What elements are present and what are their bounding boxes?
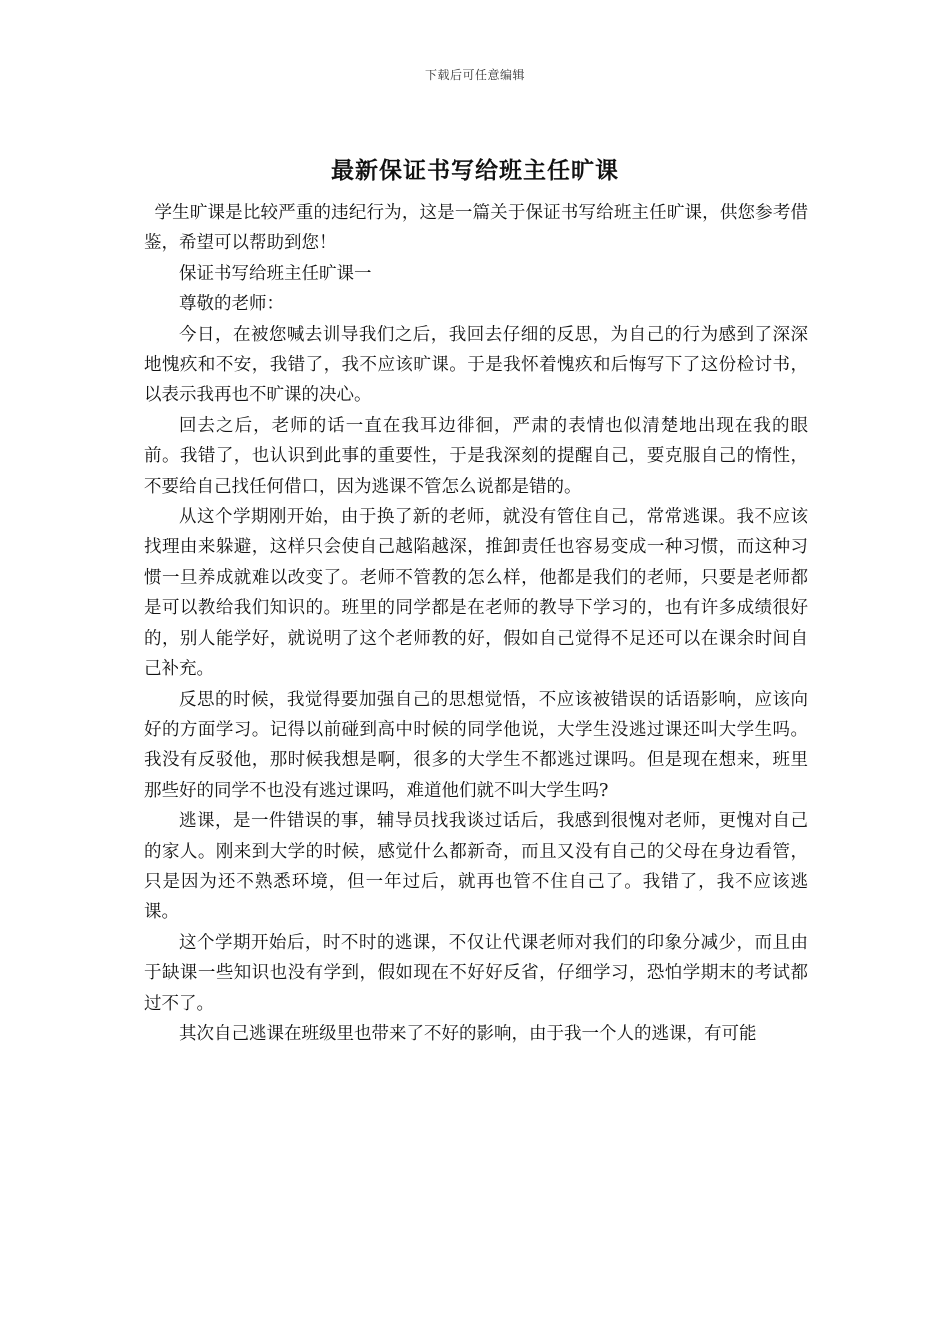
body-paragraph: 反思的时候，我觉得要加强自己的思想觉悟，不应该被错误的话语影响，应该向好的方面学习。记得以前碰到高中时候的同学他说，大学生没逃过课还叫大学生吗。我没有反驳他，那时候我想是啊，很多的大学生不都逃过课吗。但是现在想来，班里那些好的同学不也没有逃过课吗，难道他们就不叫大学生吗? bbox=[144, 689, 808, 801]
salutation: 尊敬的老师： bbox=[179, 294, 284, 315]
body-paragraph: 其次自己逃课在班级里也带来了不好的影响，由于我一个人的逃课，有可能 bbox=[179, 1023, 757, 1044]
intro-paragraph: 学生旷课是比较严重的违纪行为，这是一篇关于保证书写给班主任旷课，供您参考借鉴，希望可以帮助到您！ bbox=[144, 203, 808, 254]
body-paragraph: 回去之后，老师的话一直在我耳边徘徊，严肃的表情也似清楚地出现在我的眼前。我错了，也认识到此事的重要性，于是我深刻的提醒自己，要克服自己的惰性，不要给自己找任何借口，因为逃课不管怎么说都是错的。 bbox=[144, 415, 808, 497]
body-paragraph: 今日，在被您喊去训导我们之后，我回去仔细的反思，为自己的行为感到了深深地愧疚和不安，我错了，我不应该旷课。于是我怀着愧疚和后悔写下了这份检讨书，以表示我再也不旷课的决心。 bbox=[144, 324, 808, 406]
header-note: 下载后可任意编辑 bbox=[424, 68, 525, 82]
document-title: 最新保证书写给班主任旷课 bbox=[331, 157, 619, 184]
body-paragraph: 从这个学期刚开始，由于换了新的老师，就没有管住自己，常常逃课。我不应该找理由来躲避，这样只会使自己越陷越深，推卸责任也容易变成一种习惯，而这种习惯一旦养成就难以改变了。老师不管教的怎么样，他都是我们的老师，只要是老师都是可以教给我们知识的。班里的同学都是在老师的教导下学习的，也有许多成绩很好的，别人能学好，就说明了这个老师教的好，假如自己觉得不足还可以在课余时间自己补充。 bbox=[144, 507, 808, 680]
document-body bbox=[144, 198, 808, 1049]
section-heading: 保证书写给班主任旷课一 bbox=[179, 263, 372, 284]
body-paragraph: 这个学期开始后，时不时的逃课，不仅让代课老师对我们的印象分减少，而且由于缺课一些知识也没有学到，假如现在不好好反省，仔细学习，恐怕学期末的考试都过不了。 bbox=[144, 932, 808, 1014]
body-paragraph: 逃课，是一件错误的事，辅导员找我谈过话后，我感到很愧对老师，更愧对自己的家人。刚来到大学的时候，感觉什么都新奇，而且又没有自己的父母在身边看管，只是因为还不熟悉环境，但一年过后，就再也管不住自己了。我错了，我不应该逃课。 bbox=[144, 811, 808, 923]
